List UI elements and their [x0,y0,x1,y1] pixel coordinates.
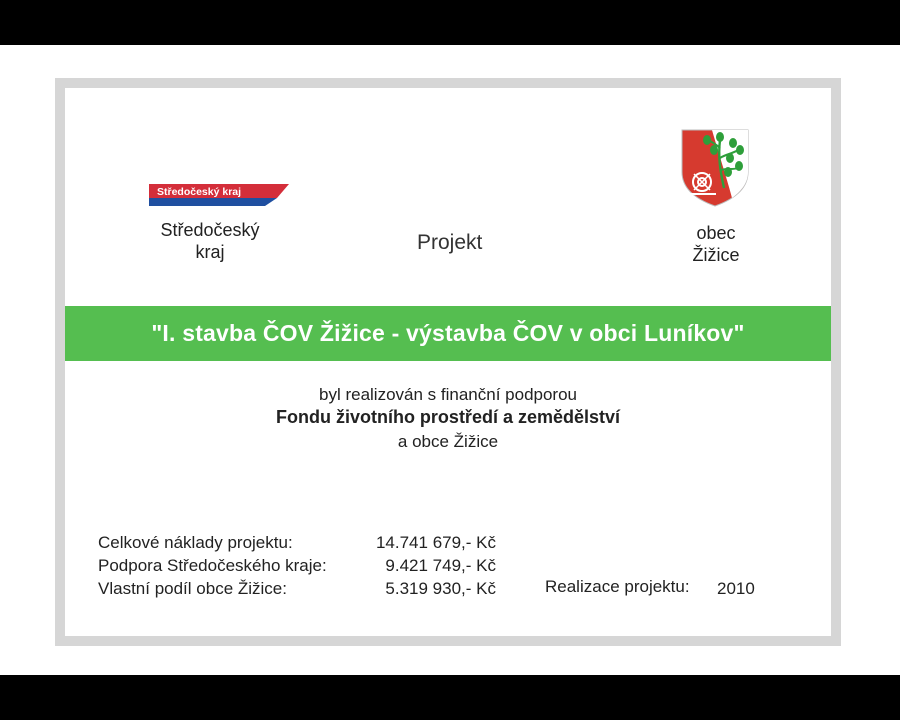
kraj-logo-text: Středočeský kraj [157,186,242,198]
total-costs-label: Celkové náklady projektu: [98,533,293,552]
obec-caption-line1: obec [696,223,736,243]
project-title-banner [65,306,831,361]
obec-caption-line2: Žižice [692,245,740,265]
coat-of-arms-icon [680,128,750,208]
kraj-caption-line1: Středočeský [160,220,260,240]
support-line: byl realizován s finanční podporou [319,385,577,404]
stredocesky-kraj-logo [149,184,289,212]
kraj-support-value: 9.421 749,- Kč [385,556,496,575]
zizice-coat-of-arms [680,128,750,208]
project-title: "I. stavba ČOV Žižice - výstavba ČOV v obci Luníkov" [151,320,745,346]
total-costs-value: 14.741 679,- Kč [375,533,496,552]
kraj-caption-line2: kraj [195,242,225,262]
implementation-year: 2010 [717,579,755,598]
project-board [65,88,831,636]
fund-name: Fondu životního prostředí a zemědělství [275,407,621,427]
kraj-caption [140,219,280,263]
own-share-value: 5.319 930,- Kč [385,579,496,598]
kraj-flag-icon [149,184,289,212]
implementation-label: Realizace projektu: [545,577,690,596]
heading-projekt: Projekt [417,231,483,254]
own-share-label: Vlastní podíl obce Žižice: [98,579,287,598]
town-support-line: a obce Žižice [397,432,499,451]
kraj-support-label: Podpora Středočeského kraje: [98,556,327,575]
obec-caption [665,222,767,266]
